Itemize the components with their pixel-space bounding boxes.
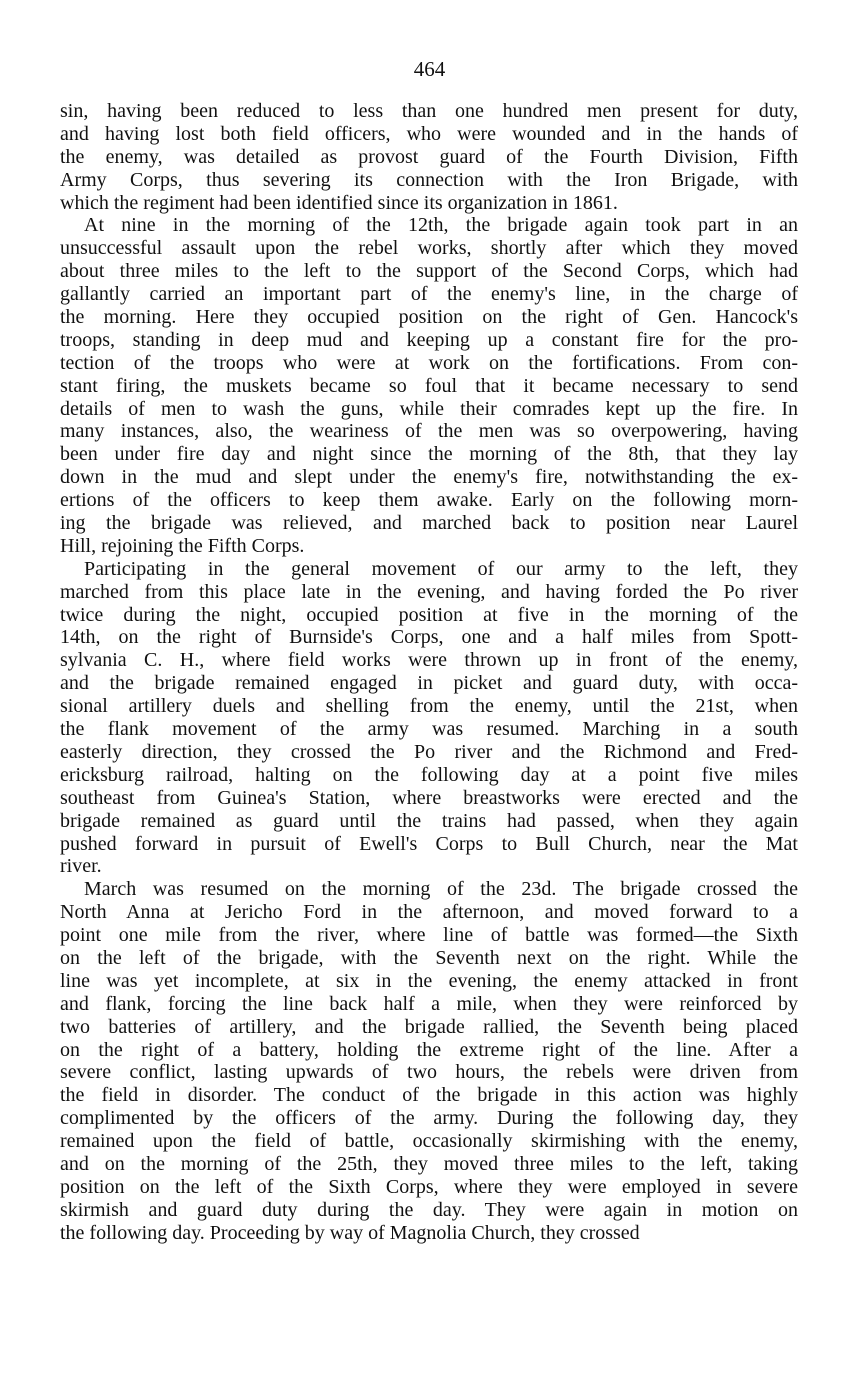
text-line: pushed forward in pursuit of Ewell's Corps to Bull Church, near the Mat <box>60 832 798 855</box>
text-line: ericksburg railroad, halting on the following day at a point five miles <box>60 763 798 786</box>
text-line: on the right of a battery, holding the extreme right of the line. After a <box>60 1038 798 1061</box>
text-line: on the left of the brigade, with the Seventh next on the right. While the <box>60 946 798 969</box>
text-line: the morning. Here they occupied position on the right of Gen. Hancock's <box>60 306 798 329</box>
text-line: details of men to wash the guns, while their comrades kept up the fire. In <box>60 397 798 420</box>
text-line: complimented by the officers of the army. During the following day, they <box>60 1107 798 1130</box>
text-line: which the regiment had been identified since its organization in 1861. <box>60 191 618 214</box>
text-line: 14th, on the right of Burnside's Corps, one and a half miles from Spott- <box>60 626 798 649</box>
paragraph <box>60 878 798 1244</box>
text-line: sylvania C. H., where field works were thrown up in front of the enemy, <box>60 649 798 672</box>
text-line: two batteries of artillery, and the brigade rallied, the Seventh being placed <box>60 1015 798 1038</box>
text-line: the following day. Proceeding by way of Magnolia Church, they crossed <box>60 1221 640 1244</box>
text-line: point one mile from the river, where line of battle was formed—the Sixth <box>60 924 798 947</box>
text-line: marched from this place late in the evening, and having forded the Po river <box>60 580 798 603</box>
text-line: the enemy, was detailed as provost guard of the Fourth Division, Fifth <box>60 145 798 168</box>
text-line: stant firing, the muskets became so foul that it became necessary to send <box>60 374 798 397</box>
text-line: sional artillery duels and shelling from the enemy, until the 21st, when <box>60 695 798 718</box>
text-line: gallantly carried an important part of the enemy's line, in the charge of <box>60 283 798 306</box>
text-line: line was yet incomplete, at six in the evening, the enemy attacked in front <box>60 969 798 992</box>
text-line: tection of the troops who were at work on the fortifications. From con- <box>60 351 798 374</box>
text-line: brigade remained as guard until the trains had passed, when they again <box>60 809 798 832</box>
text-line: ing the brigade was relieved, and marched back to position near Laurel <box>60 512 798 535</box>
text-line: river. <box>60 855 102 878</box>
text-line: Army Corps, thus severing its connection with the Iron Brigade, with <box>60 168 798 191</box>
text-line: easterly direction, they crossed the Po river and the Richmond and Fred- <box>60 740 798 763</box>
text-line: about three miles to the left to the support of the Second Corps, which had <box>60 260 798 283</box>
text-line: and flank, forcing the line back half a mile, when they were reinforced by <box>60 992 798 1015</box>
text-line: March was resumed on the morning of the 23d. The brigade crossed the <box>84 878 798 901</box>
text-line: the field in disorder. The conduct of the brigade in this action was highly <box>60 1084 798 1107</box>
text-line: twice during the night, occupied position at five in the morning of the <box>60 603 798 626</box>
text-line: sin, having been reduced to less than one hundred men present for duty, <box>60 100 798 122</box>
paragraph <box>60 214 798 557</box>
text-line: unsuccessful assault upon the rebel works, shortly after which they moved <box>60 237 798 260</box>
text-line: the flank movement of the army was resumed. Marching in a south <box>60 718 798 741</box>
text-line: many instances, also, the weariness of the men was so overpowering, having <box>60 420 798 443</box>
page-number: 464 <box>413 57 446 81</box>
text-line: troops, standing in deep mud and keeping up a constant fire for the pro- <box>60 328 798 351</box>
body-text <box>60 100 798 1245</box>
text-line: southeast from Guinea's Station, where breastworks were erected and the <box>60 786 798 809</box>
text-line: and on the morning of the 25th, they moved three miles to the left, taking <box>60 1152 798 1175</box>
paragraph <box>60 558 798 878</box>
paragraph <box>60 100 798 214</box>
text-line: At nine in the morning of the 12th, the brigade again took part in an <box>84 214 798 237</box>
text-line: skirmish and guard duty during the day. They were again in motion on <box>60 1198 798 1221</box>
text-line: ertions of the officers to keep them awake. Early on the following morn- <box>60 489 798 512</box>
text-line: and the brigade remained engaged in picket and guard duty, with occa- <box>60 672 798 695</box>
text-line: and having lost both field officers, who were wounded and in the hands of <box>60 122 798 145</box>
text-line: North Anna at Jericho Ford in the afternoon, and moved forward to a <box>60 901 798 924</box>
text-line: been under fire day and night since the morning of the 8th, that they lay <box>60 443 798 466</box>
text-line: Participating in the general movement of our army to the left, they <box>84 557 798 580</box>
text-line: down in the mud and slept under the enemy's fire, notwithstanding the ex- <box>60 466 798 489</box>
text-line: Hill, rejoining the Fifth Corps. <box>60 534 305 557</box>
text-line: severe conflict, lasting upwards of two hours, the rebels were driven from <box>60 1061 798 1084</box>
text-line: remained upon the field of battle, occasionally skirmishing with the enemy, <box>60 1130 798 1153</box>
text-line: position on the left of the Sixth Corps, where they were employed in severe <box>60 1175 798 1198</box>
